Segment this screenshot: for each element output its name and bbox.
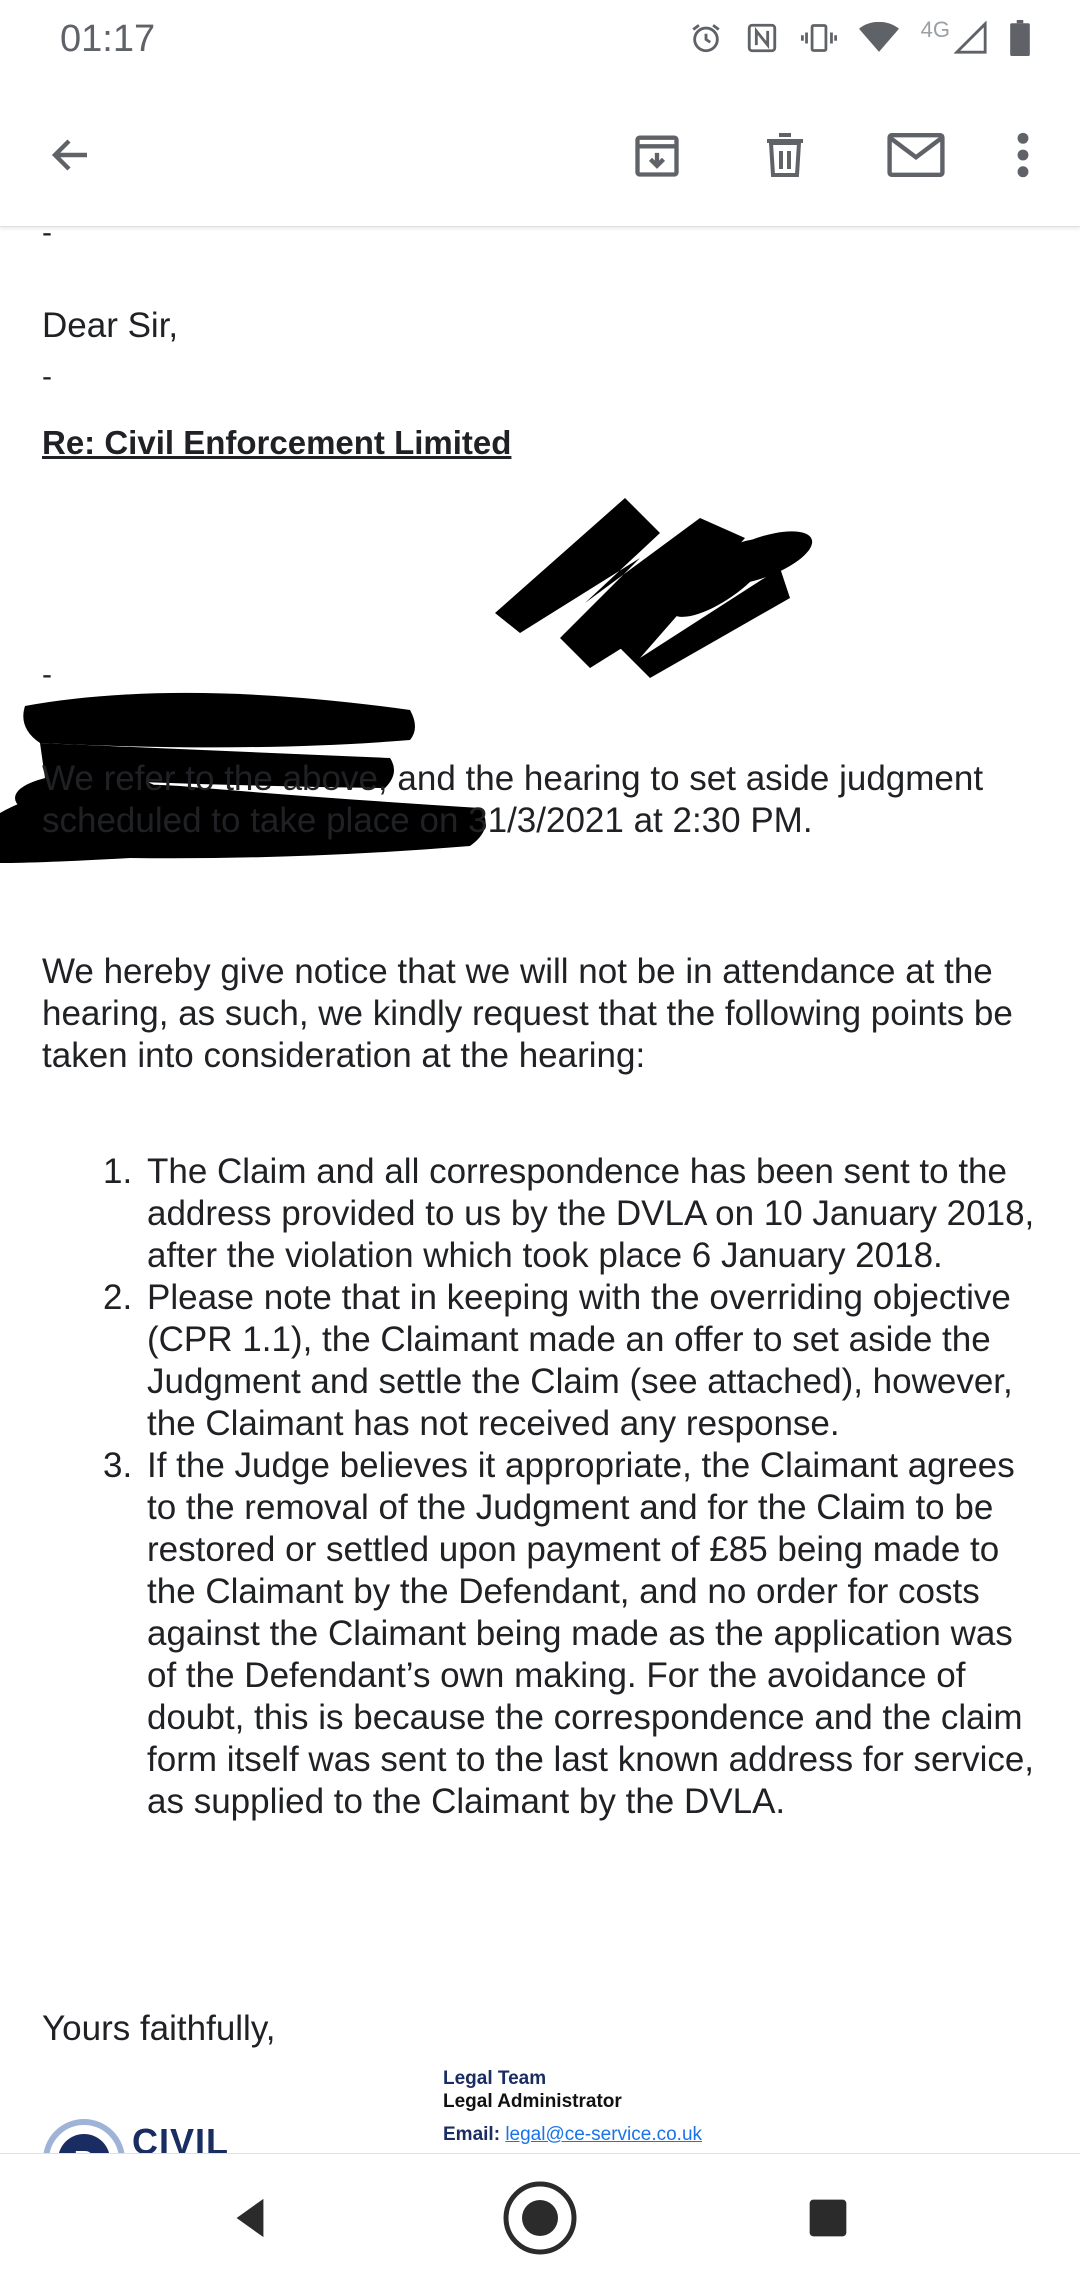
list-item-number: 1. [103,1152,133,1191]
divider-dash: - [42,228,52,249]
list-item-number: 3. [103,1446,133,1485]
email-body [0,228,1080,2153]
system-nav-bar [0,2153,1080,2281]
points-list [105,1151,1040,1823]
delete-icon[interactable] [750,120,820,190]
more-options-icon[interactable] [988,120,1058,190]
nfc-icon [745,21,779,55]
divider-dash: - [42,658,52,691]
network-type-label: 4G [920,17,950,42]
company-logo [42,2118,126,2153]
divider-dash: - [42,360,52,393]
wifi-icon [859,22,899,54]
nav-recents-icon[interactable] [788,2178,868,2258]
signature-role: Legal Administrator [443,2091,622,2112]
list-item [105,1151,1040,1277]
archive-icon[interactable] [622,120,692,190]
subject-reference: Re: Civil Enforcement Limited [42,424,512,461]
signature-team: Legal Team [443,2068,547,2089]
svg-text:P [74,2145,93,2153]
vibrate-icon [801,21,837,55]
list-item [105,1277,1040,1445]
signature-email-link[interactable]: legal@ce-service.co.uk [505,2124,703,2145]
alarm-icon [689,21,723,55]
greeting: Dear Sir, [42,306,179,345]
list-item-number: 2. [103,1278,133,1317]
battery-icon [1010,20,1030,56]
intro-paragraph: We refer to the above, and the hearing to set aside judgment scheduled to take place on 31/3/2021 at 2:30 PM. [42,759,984,840]
closing: Yours faithfully, [42,2009,276,2048]
email-toolbar [0,84,1080,227]
status-time: 01:17 [60,18,156,60]
notice-paragraph: We hereby give notice that we will not be in attendance at the hearing, as such, we kindly request that the following points be taken into consideration at the hearing: [42,952,1013,1075]
list-item-text: If the Judge believes it appropriate, the Claimant agrees to the removal of the Judgment and for the Claim to be restored or settled upon payment of £85 being made to the Claimant by the Defendant, and no order for costs against the Claimant being made as the application was of the Defendant’s own making. For the avoidance of doubt, this is because the correspondence and the claim form itself was sent to the last known address for service, as supplied to the Claimant by the DVLA. [147,1446,1035,1821]
nav-back-icon[interactable] [210,2178,290,2258]
back-arrow-icon[interactable] [36,120,106,190]
signature-email [443,2124,702,2146]
list-item [105,1445,1040,1823]
list-item-text: Please note that in keeping with the overriding objective (CPR 1.1), the Claimant made an offer to set aside the Judgment and settle the Claim (see attached), however, the Claimant has not received any response. [147,1278,1013,1443]
list-item-text: The Claim and all correspondence has been sent to the address provided to us by the DVLA on 10 January 2018, after the violation which took place 6 January 2018. [147,1152,1035,1275]
signal-icon [954,21,988,55]
signature-email-label: Email: [443,2124,501,2145]
mark-unread-icon[interactable] [876,120,956,190]
status-icons [689,17,1030,56]
logo-text: CIVIL [132,2121,230,2153]
nav-home-icon[interactable] [500,2178,580,2258]
status-bar [0,0,1080,84]
